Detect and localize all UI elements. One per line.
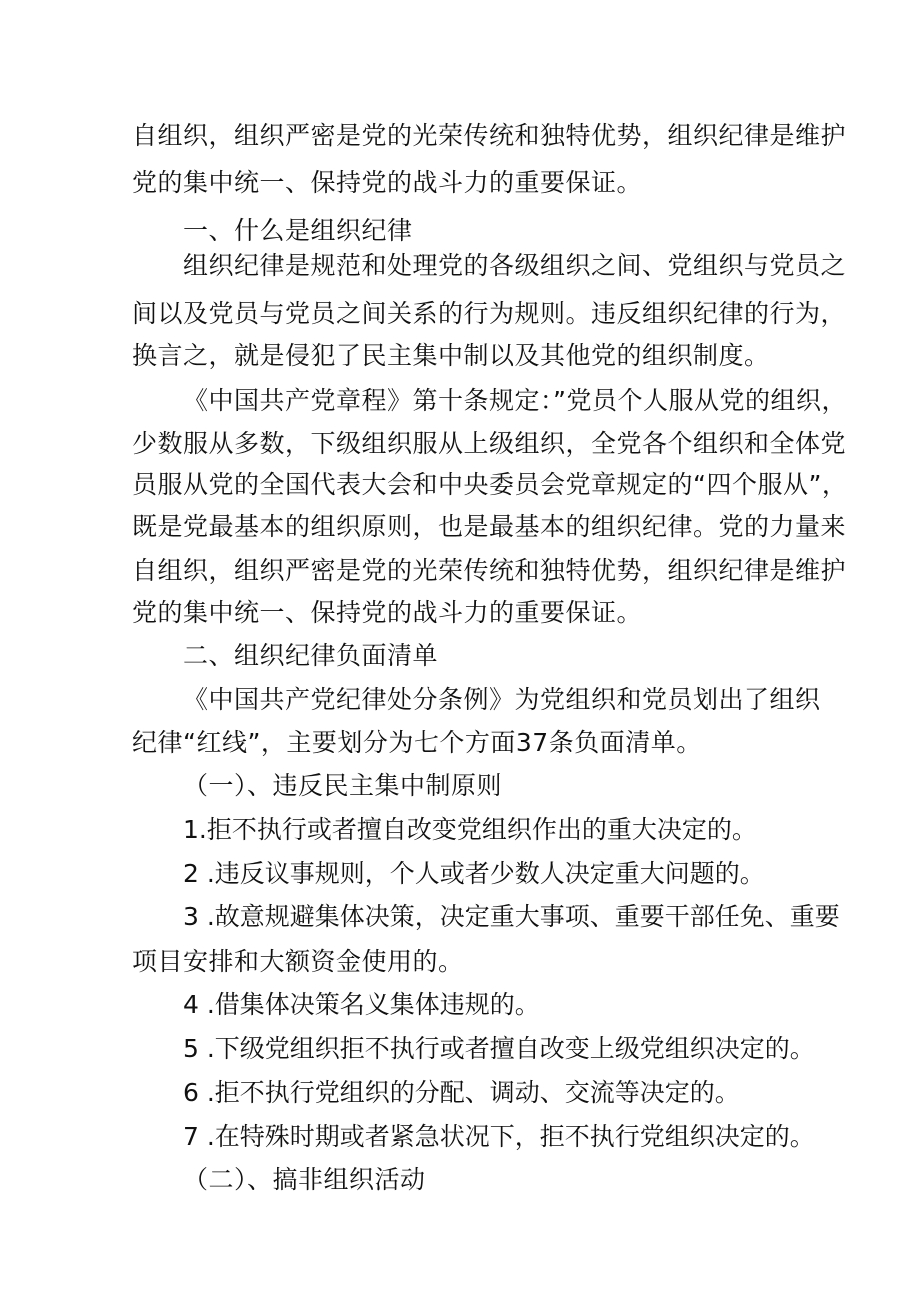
list-item-continuation: 项目安排和大额资金使用的。 [132, 947, 464, 976]
paragraph-line: 换言之，就是侵犯了民主集中制以及其他党的组织制度。 [132, 341, 770, 370]
list-item: 1.拒不执行或者擅自改变党组织作出的重大决定的。 [183, 815, 757, 844]
subsection-heading: （一）、违反民主集中制原则 [183, 771, 503, 800]
paragraph-line: 组织纪律是规范和处理党的各级组织之间、党组织与党员之 [183, 251, 847, 280]
paragraph-line: 《中国共产党章程》第十条规定：”党员个人服从党的组织， [183, 386, 847, 415]
paragraph-line: 少数服从多数，下级组织服从上级组织，全党各个组织和全体党 [132, 429, 847, 458]
paragraph-line: 《中国共产党纪律处分条例》为党组织和党员划出了组织 [183, 685, 821, 714]
paragraph-line: 自组织，组织严密是党的光荣传统和独特优势，组织纪律是维护 [132, 121, 847, 150]
list-item: 5 .下级党组织拒不执行或者擅自改变上级党组织决定的。 [183, 1034, 815, 1063]
paragraph-line: 纪律“红线”，主要划分为七个方面37条负面清单。 [132, 728, 702, 757]
list-item: 7 .在特殊时期或者紧急状况下，拒不执行党组织决定的。 [183, 1122, 815, 1151]
list-item: 3 .故意规避集体决策，决定重大事项、重要干部任免、重要 [183, 902, 840, 931]
paragraph-line: 间以及党员与党员之间关系的行为规则。违反组织纪律的行为， [132, 299, 847, 328]
paragraph-line: 自组织，组织严密是党的光荣传统和独特优势，组织纪律是维护 [132, 556, 847, 585]
list-item: 6 .拒不执行党组织的分配、调动、交流等决定的。 [183, 1078, 740, 1107]
section-heading: 二、组织纪律负面清单 [183, 641, 439, 670]
section-heading: 一、什么是组织纪律 [183, 216, 413, 245]
list-item: 2 .违反议事规则，个人或者少数人决定重大问题的。 [183, 859, 765, 888]
paragraph-line: 员服从党的全国代表大会和中央委员会党章规定的“四个服从”， [132, 470, 848, 499]
paragraph-line: 既是党最基本的组织原则，也是最基本的组织纪律。党的力量来 [132, 512, 847, 541]
paragraph-line: 党的集中统一、保持党的战斗力的重要保证。 [132, 168, 643, 197]
subsection-heading: （二）、搞非组织活动 [183, 1165, 426, 1194]
paragraph-line: 党的集中统一、保持党的战斗力的重要保证。 [132, 598, 643, 627]
list-item: 4 .借集体决策名义集体违规的。 [183, 990, 540, 1019]
